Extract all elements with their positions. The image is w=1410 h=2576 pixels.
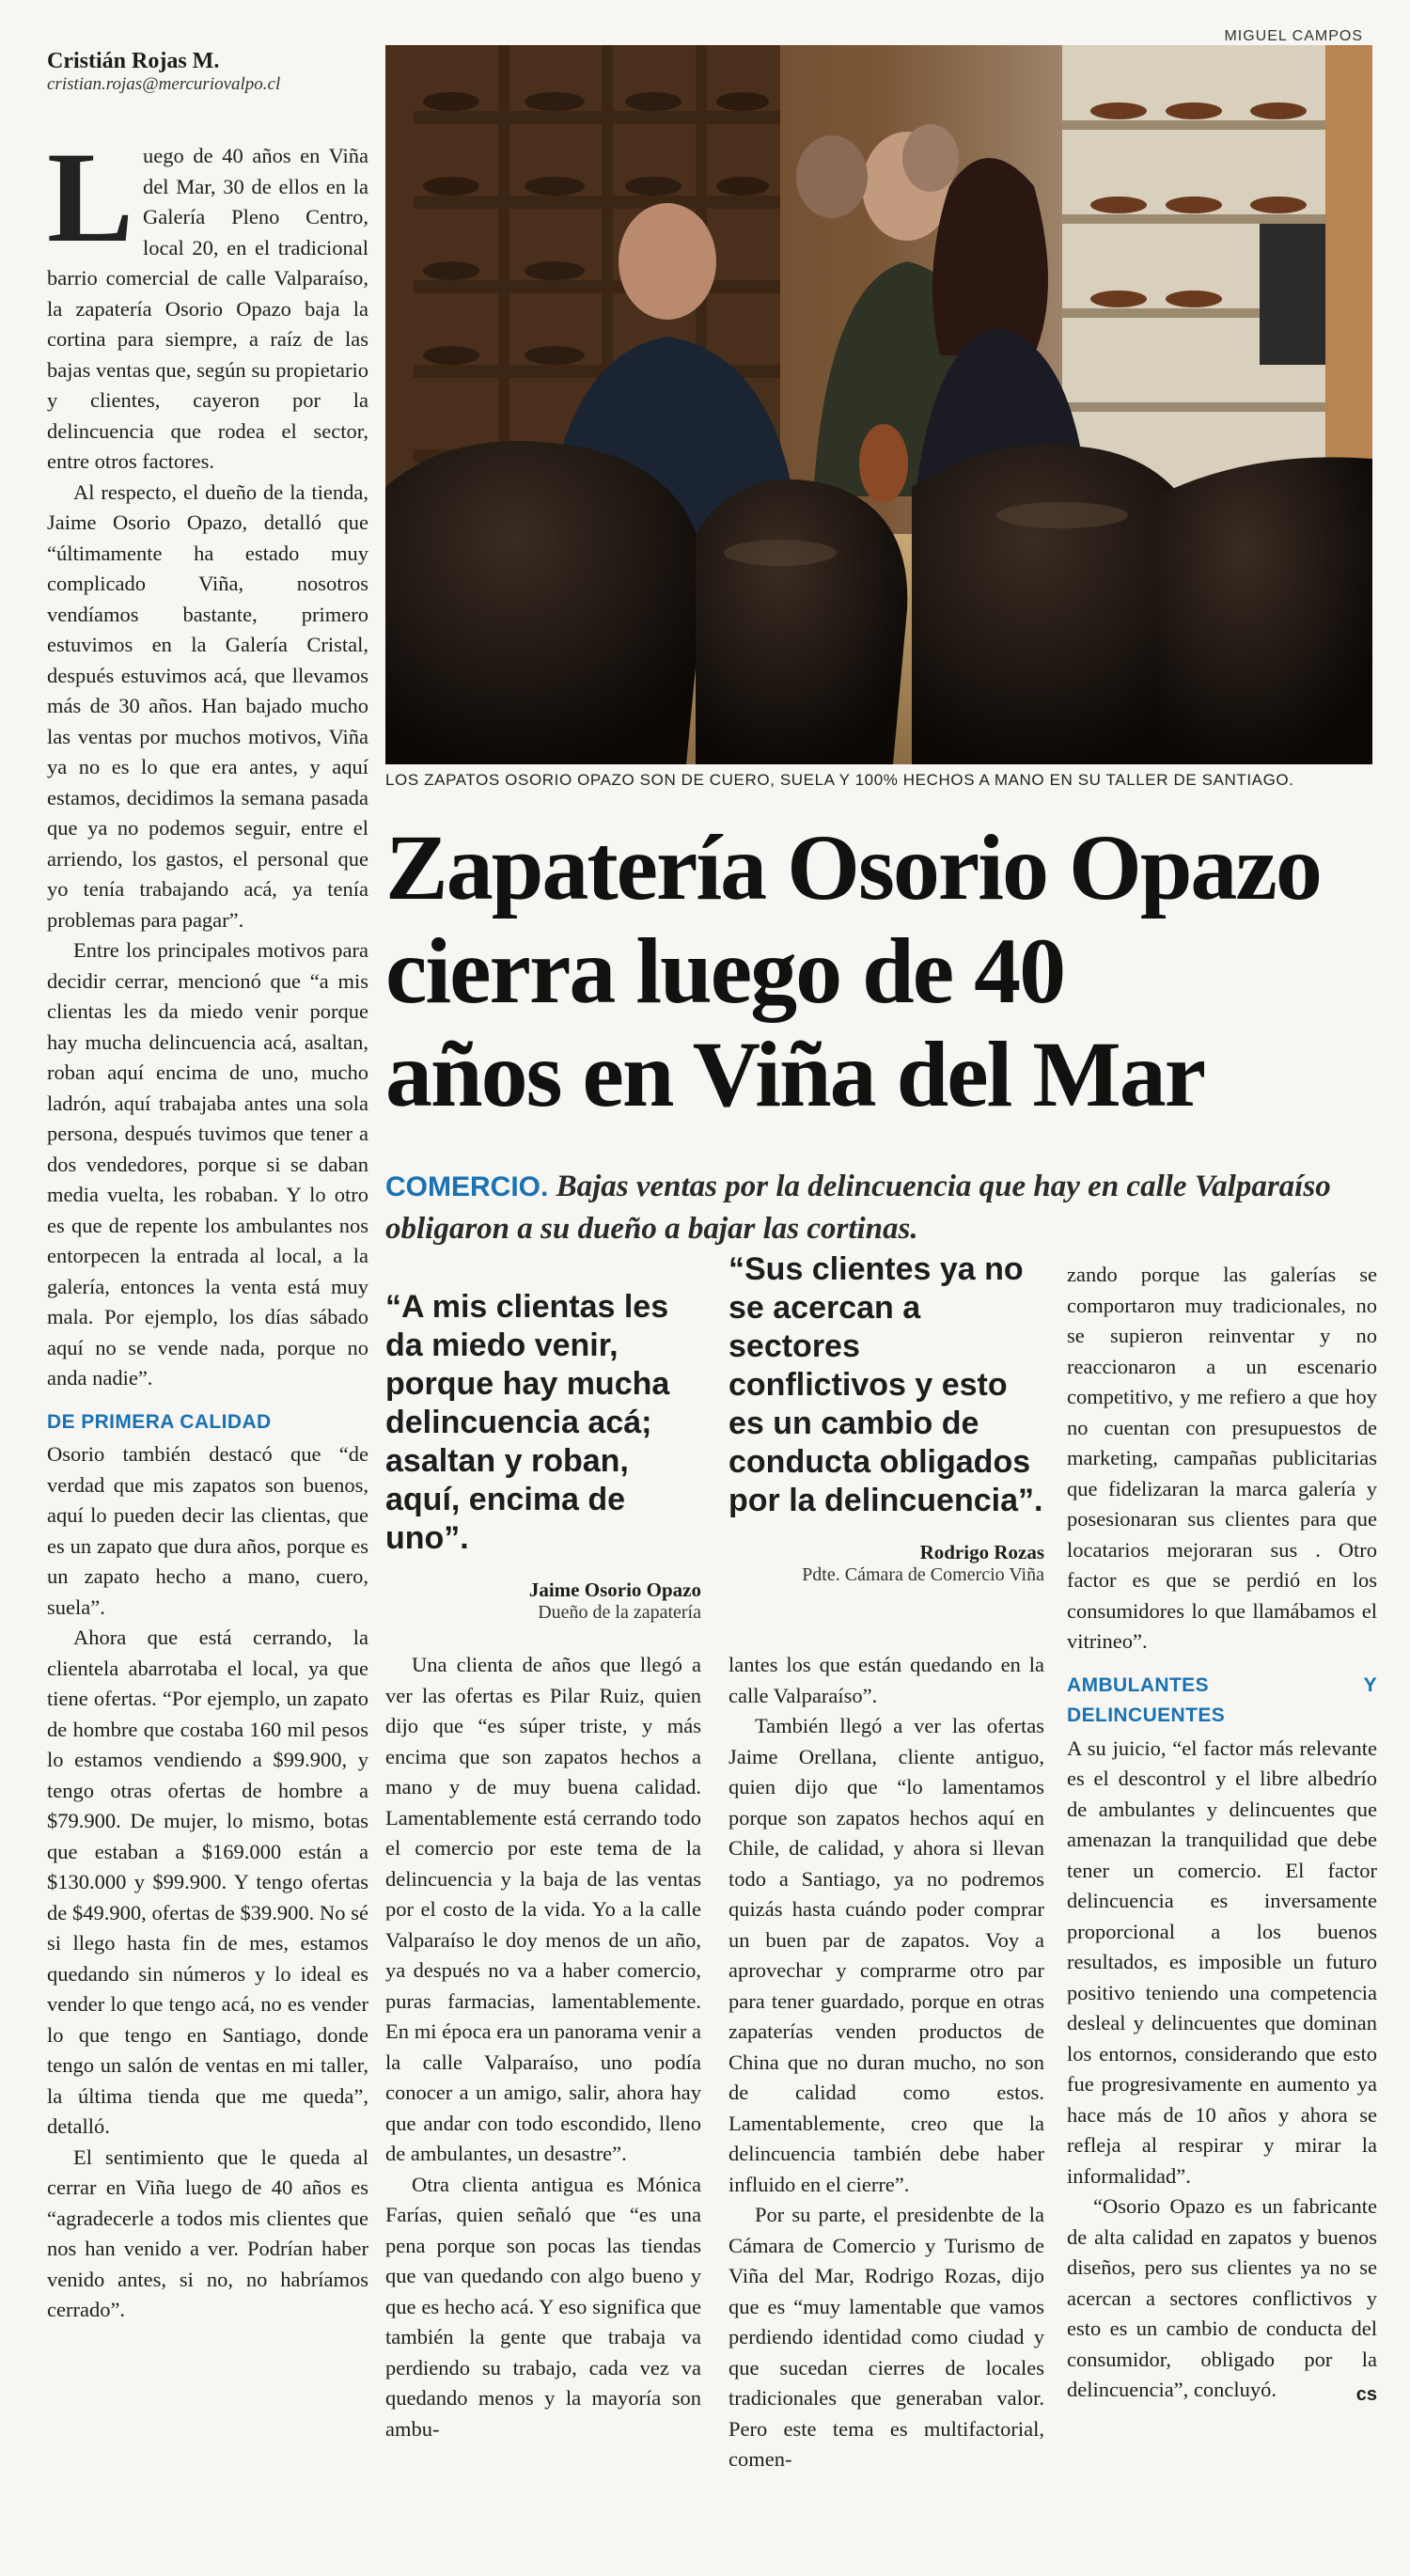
- subhead-primera-calidad: DE PRIMERA CALIDAD: [47, 1410, 272, 1433]
- col4-paragraph: A su juicio, “el factor más relevante es el descontrol y el libre albedrío de ambulantes y delincuentes que amenazan la tranquilidad que debe tener un comercio. El factor delincuencia es inversamente proporcional a los buenos resultados, es imposible un futuro positivo teniendo una competencia desleal y delincuentes que dominan los entornos, considerando que esto fue progresivamente en aumento ya hace más de 10 años y ahora se refleja al respirar y mirar la informalidad”.: [1067, 1736, 1377, 2188]
- byline: [47, 49, 367, 95]
- lede-kicker: COMERCIO.: [385, 1171, 549, 1202]
- subhead-ambulantes: AMBULANTES Y DELINCUENTES: [1067, 1673, 1377, 1726]
- col3-paragraph: lantes los que están quedando en la calle Valparaíso”.: [728, 1653, 1044, 1707]
- lede: [385, 1166, 1372, 1249]
- col2-paragraph: Otra clienta antigua es Mónica Farías, quien señaló que “es una pena porque son pocas las tiendas que van quedando con algo bueno y que es hecho acá. Y eso significa que también la gente que trabaja va perdiendo su trabajo, cada vez va quedando menos y la mayoría son ambu-: [385, 2172, 701, 2441]
- quote-author-role: Dueño de la zapatería: [538, 1602, 701, 1623]
- pull-quote-1: [385, 1288, 701, 1624]
- headline-line: Zapatería Osorio Opazo: [385, 815, 1321, 919]
- drop-cap: L: [47, 125, 134, 269]
- byline-name: Cristián Rojas M.: [47, 49, 220, 73]
- headline-line: años en Viña del Mar: [385, 1022, 1205, 1126]
- column-4: [1067, 1260, 1377, 2410]
- quote-text: “Sus clientes ya no se acercan a sectores conflictivos y esto es un cambio de conducta obligados por la delincuencia”.: [728, 1251, 1043, 1518]
- col1-paragraph: Entre los principales motivos para decidir cerrar, mencionó que “a mis clientas les da miedo venir porque hay mucha delincuencia acá, asaltan, roban aquí encima de uno, mucho ladrón, aquí trabajaba antes una sola persona, después tuvimos que tener a dos vendedores, porque si se daban media vuelta, les robaban. Y lo otro es que de repente los ambulantes nos entorpecen la entrada al local, a la galería, entonces la venta está muy mala. Por ejemplo, los días sábado aquí no se vende nada, porque no anda nadie”.: [47, 938, 368, 1390]
- photo-credit: MIGUEL CAMPOS: [1224, 28, 1363, 44]
- col1-paragraph: Ahora que está cerrando, la clientela abarrotaba el local, ya que tiene ofertas. “Por ejemplo, un zapato de hombre que costaba 160 mil pesos lo estamos vendiendo a $99.900, y tengo otras ofertas de hombre a $79.900. De mujer, lo mismo, botas que estaban a $169.000 están a $130.000 y $99.900. Y tengo ofertas de $49.900, ofertas de $39.900. No sé si llego hasta fin de mes, estamos quedando sin números y lo ideal es vender lo que tengo acá, no es vender lo que tengo en Santiago, donde tengo un salón de ventas en mi taller, la última tienda que me queda”, detalló.: [47, 1626, 368, 2138]
- lede-text: Bajas ventas por la delincuencia que hay en calle Valparaíso obligaron a su dueño a bajar las cortinas.: [385, 1170, 1331, 1246]
- headline-line: cierra luego de 40: [385, 919, 1065, 1023]
- quote-author-role: Pdte. Cámara de Comercio Viña: [802, 1564, 1044, 1585]
- end-mark: cs: [1355, 2383, 1377, 2405]
- photo-caption: LOS ZAPATOS OSORIO OPAZO SON DE CUERO, SUELA Y 100% HECHOS A MANO EN SU TALLER DE SANTIAGO.: [385, 771, 1294, 789]
- headline: [385, 816, 1382, 1126]
- column-1: [47, 125, 368, 2326]
- col3-paragraph: También llegó a ver las ofertas Jaime Orellana, cliente antiguo, quien dijo que “lo lamentamos porque son zapatos hechos aquí en Chile, de calidad, y ahora si llevan todo a Santiago, ya no podremos quizás hasta cuándo poder comprar un buen par de zapatos. Voy a aprovechar y comprarme otro par para tener guardado, porque en otras zapaterías venden productos de China que no duran mucho, no son de calidad como estos. Lamentablemente, creo que la delincuencia también debe haber influido en el cierre”.: [728, 1714, 1044, 2196]
- col2-paragraph: Una clienta de años que llegó a ver las ofertas es Pilar Ruiz, quien dijo que “es súper triste, y más encima que son zapatos hechos a mano y de muy buena calidad. Lamentablemente está cerrando todo el comercio por este tema de la delincuencia y la baja de las ventas por el costo de la vida. Yo a la calle Valparaíso le doy menos de un año, ya después no va a haber comercio, puras farmacias, lamentablemente. En mi época era un panorama venir a la calle Valparaíso, uno podía conocer a un amigo, salir, ahora hay que andar con todo escondido, lleno de ambulantes, un desastre”.: [385, 1653, 701, 2165]
- col1-paragraph: Al respecto, el dueño de la tienda, Jaime Osorio Opazo, detalló que “últimamente ha estado muy complicado Viña, nosotros vendíamos bastante, primero estuvimos en la Galería Cristal, después estuvimos acá, que llevamos más de 30 años. Han bajado mucho las ventas por muchos motivos, Viña ya no es lo que era antes, y aquí estamos, decidimos la semana pasada que ya no podemos seguir, entre el arriendo, los gastos, el personal que yo tenía trabajando acá, ya tenía problemas para pagar”.: [47, 479, 368, 932]
- col4-paragraph: zando porque las galerías se comportaron muy tradicionales, no se supieron reinventar y no reaccionaron a un escenario competitivo, y me refiero a que hoy no cuentan con presupuestos de marketing, campañas publicitarias que fidelizaran la marca galería y posesionaran sus clientes para que locatarios mejoraran sus . Otro factor es que se perdió en los consumidores lo que llamábamos el vitrineo”.: [1067, 1263, 1377, 1653]
- pull-quote-2: [728, 1250, 1044, 1586]
- col4-paragraph: “Osorio Opazo es un fabricante de alta calidad en zapatos y buenos diseños, pero sus clientes ya no se acercan a sectores conflictivos y esto es un cambio de conducta del consumidor, obligado por la delincuencia”, concluyó.: [1067, 2194, 1377, 2401]
- col1-paragraph: El sentimiento que le queda al cerrar en Viña luego de 40 años es “agradecerle a todos mis clientes que nos han venido a ver. Podrían haber venido antes, si no, no habríamos cerrado”.: [47, 2144, 368, 2321]
- col1-paragraph: uego de 40 años en Viña del Mar, 30 de ellos en la Galería Pleno Centro, local 20, en el tradicional barrio comercial de calle Valparaíso, la zapatería Osorio Opazo baja la cortina para siempre, a raíz de las bajas ventas que, según su propietario y clientes, cayeron por la delincuencia que rodea el sector, entre otros factores.: [47, 144, 368, 473]
- quote-author: Rodrigo Rozas: [919, 1541, 1044, 1563]
- column-3: [728, 1650, 1044, 2475]
- quote-text: “A mis clientas les da miedo venir, porque hay mucha delincuencia acá; asaltan y roban, aquí, encima de uno”.: [385, 1289, 670, 1556]
- col3-paragraph: Por su parte, el presidenbte de la Cámara de Comercio y Turismo de Viña del Mar, Rodrigo Rozas, dijo que es “muy lamentable que vamos perdiendo identidad como ciudad y que sucedan cierres de locales tradicionales que generaban valor. Pero este tema es multifactorial, comen-: [728, 2203, 1044, 2471]
- photo-illustration: [385, 45, 1372, 764]
- byline-email: cristian.rojas@mercuriovalpo.cl: [47, 74, 281, 94]
- col1-paragraph: Osorio también destacó que “de verdad que mis zapatos son buenos, aquí lo pueden decir las clientas, que es un zapato que dura años, porque es un zapato hecho a mano, cuero, suela”.: [47, 1442, 368, 1619]
- shoe-store-photo: [385, 45, 1372, 764]
- quote-author: Jaime Osorio Opazo: [528, 1579, 701, 1601]
- column-2: [385, 1650, 701, 2444]
